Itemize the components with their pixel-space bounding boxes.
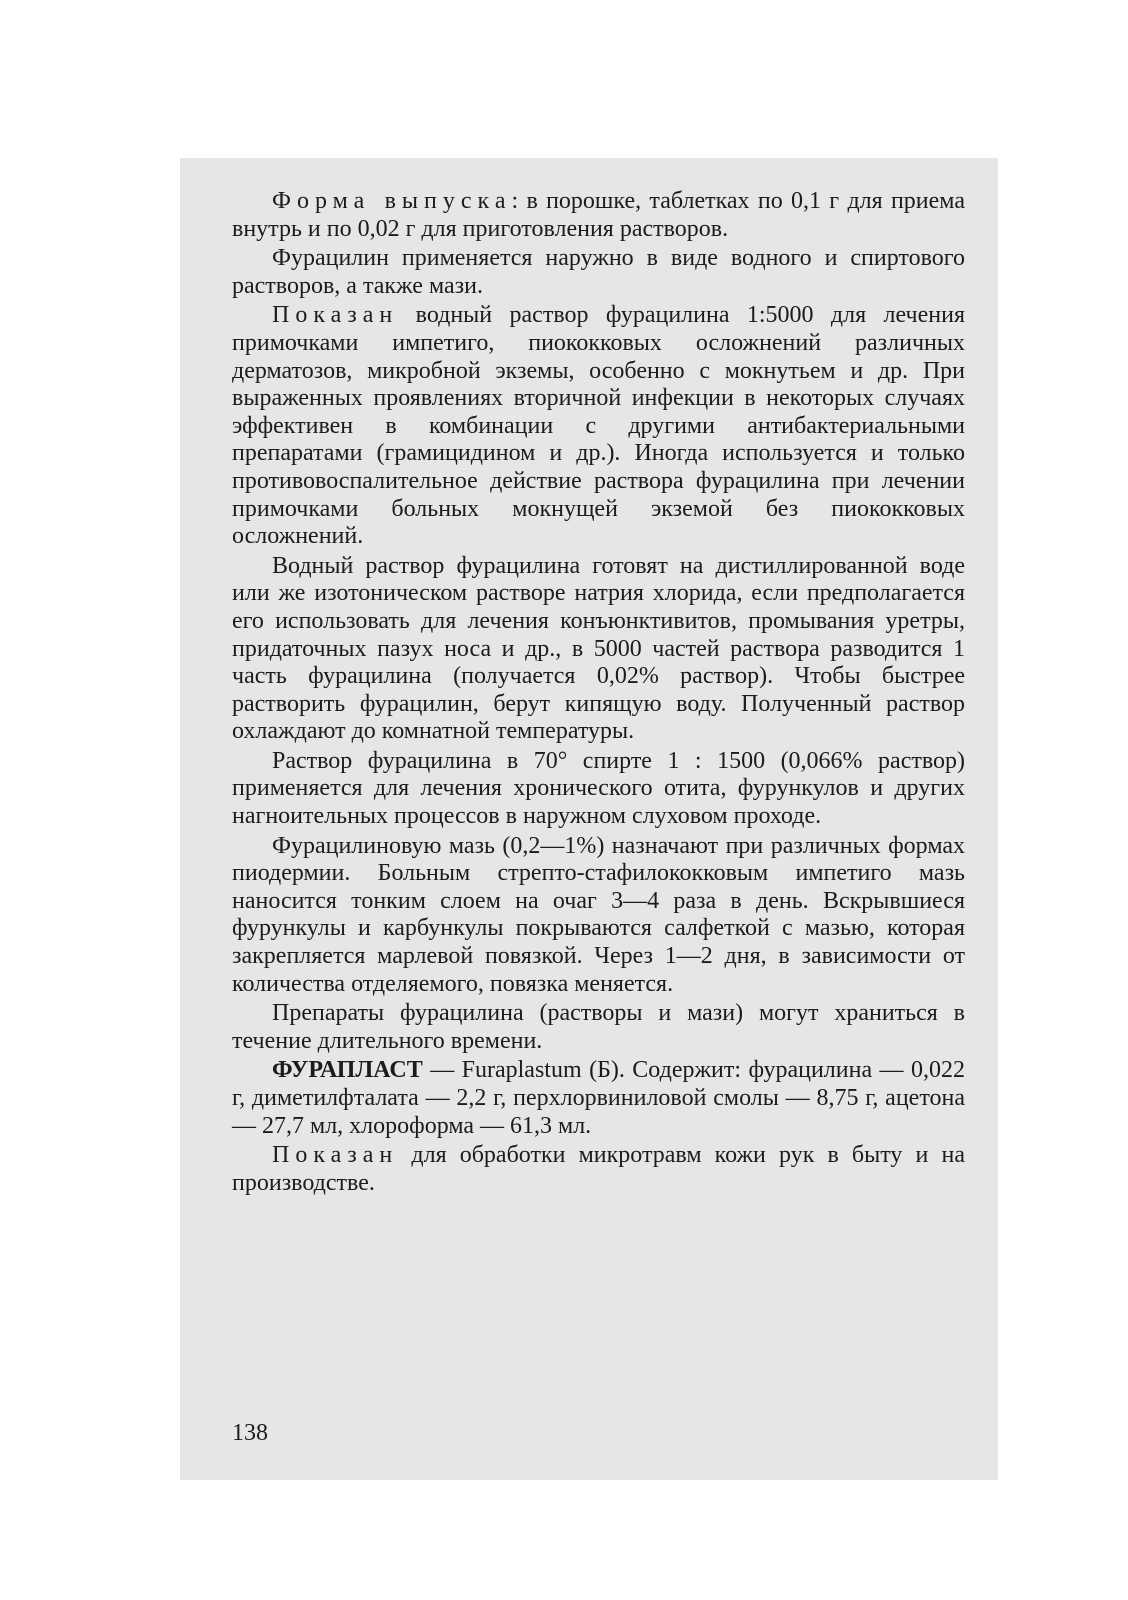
paragraph-text: — Furaplastum (Б). Содержит: фурацилина — 0,022 г, диметилфталата — 2,2 г, перхлорвиниловой смолы — 8,75 г, ацетона — 27,7 мл, хлороформа — 61,3 мл. [232, 1057, 965, 1139]
spaced-lead: Показан [272, 302, 399, 329]
paragraph [232, 1000, 965, 1055]
paragraph [232, 553, 965, 746]
paragraph-text: Фурацилиновую мазь (0,2—1%) назначают при различных формах пиодермии. Больным стрепто-стафилококковым импетиго мазь наносится тонким слоем на очаг 3—4 раза в день. Вскрывшиеся фурункулы и карбункулы покрываются салфеткой с мазью, которая закрепляется марлевой повязкой. Через 1—2 дня, в зависимости от количества отделяемого, повязка меняется. [232, 832, 965, 997]
paragraph [232, 1142, 965, 1197]
paragraph-text: Фурацилин применяется наружно в виде водного и спиртового растворов, а также мази. [232, 245, 965, 299]
page-number: 138 [232, 1420, 268, 1446]
drug-heading: ФУРАПЛАСТ [272, 1057, 423, 1084]
scanned-page [180, 158, 998, 1480]
paragraph-text: Раствор фурацилина в 70° спирте 1 : 1500 (0,066% раствор) применяется для лечения хронического отита, фурункулов и других нагноительных процессов в наружном слуховом проходе. [232, 747, 965, 830]
paragraph-text: водный раствор фурацилина 1:5000 для лечения примочками импетиго, пиококковых осложнений различных дерматозов, микробной экземы, особенно с мокнутьем и др. При выраженных проявлениях вторичной инфекции в некоторых случаях эффективен в комбинации с другими антибактериальными препаратами (грамицидином и др.). Иногда используется и только противовоспалительное действие раствора фурацилина при лечении примочками больных мокнущей экземой без пиококковых осложнений. [232, 302, 965, 550]
paragraph [232, 245, 965, 300]
paragraph [232, 302, 965, 550]
paragraph [232, 748, 965, 831]
paragraph-text: Препараты фурацилина (растворы и мази) могут храниться в течение длительного времени. [232, 1000, 965, 1054]
paragraph [232, 833, 965, 999]
paragraph [232, 1057, 965, 1140]
body-text [232, 188, 965, 1199]
paragraph [232, 188, 965, 243]
paragraph-text: Водный раствор фурацилина готовят на дистиллированной воде или же изотоническом растворе натрия хлорида, если предполагается его использовать для лечения конъюнктивитов, промывания уретры, придаточных пазух носа и др., в 5000 частей раствора разводится 1 часть фурацилина (получается 0,02% раствор). Чтобы быстрее растворить фурацилин, берут кипящую воду. Полученный раствор охлаждают до комнатной температуры. [232, 552, 965, 745]
spaced-lead: Показан [272, 1142, 399, 1169]
spaced-lead: Форма выпуска [272, 188, 512, 214]
paragraph-text: : в порошке, таблетках по 0,1 г для приема внутрь и по 0,02 г для приготовления растворов. [232, 188, 965, 242]
paragraph-text: для обработки микротравм кожи рук в быту и на производстве. [232, 1142, 965, 1196]
